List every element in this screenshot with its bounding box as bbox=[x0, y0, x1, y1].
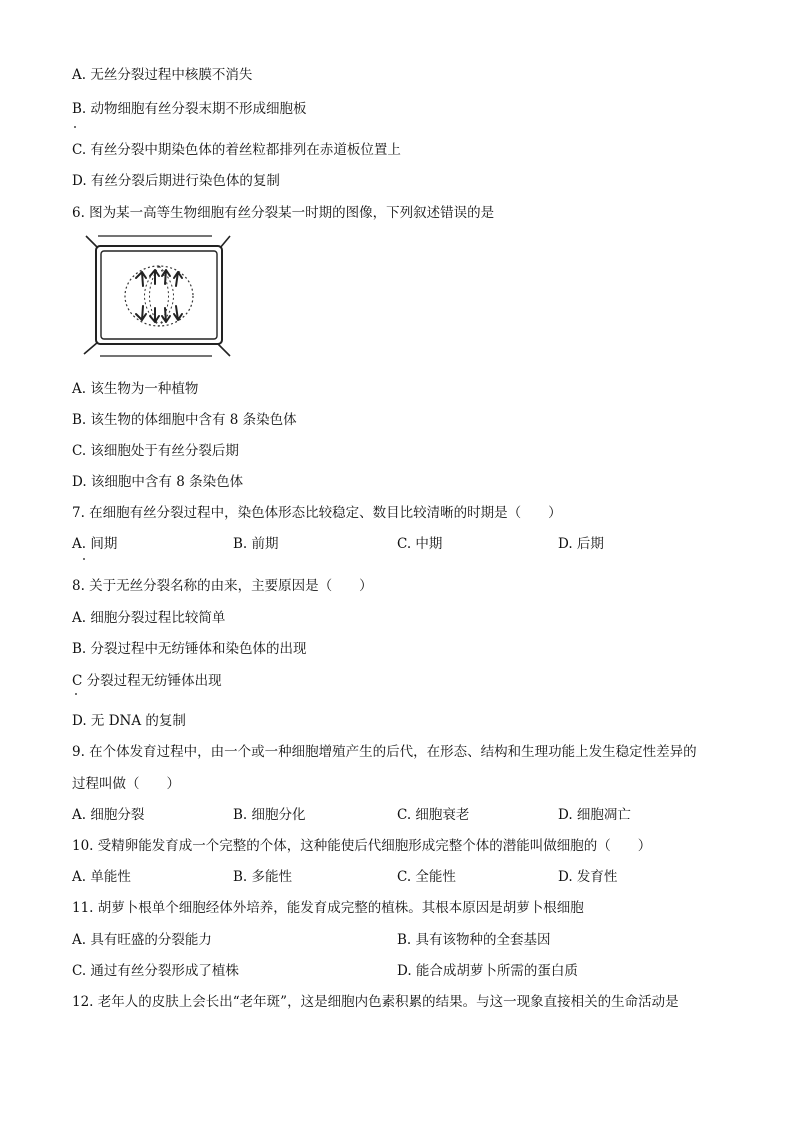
q7-option-a: A. 间期 bbox=[72, 536, 118, 552]
q6-option-b: B. 该生物的体细胞中含有 8 条染色体 bbox=[72, 412, 297, 428]
stray-mark bbox=[83, 558, 85, 560]
q10-option-c: C. 全能性 bbox=[397, 869, 456, 885]
q11-stem: 11. 胡萝卜根单个细胞经体外培养，能发育成完整的植株。其根本原因是胡萝卜根细胞 bbox=[72, 900, 584, 916]
prev-option-a: A. 无丝分裂过程中核膜不消失 bbox=[72, 67, 253, 83]
q9-option-c: C. 细胞衰老 bbox=[397, 807, 470, 823]
prev-option-c: C. 有丝分裂中期染色体的着丝粒都排列在赤道板位置上 bbox=[72, 142, 401, 158]
q9-option-d: D. 细胞凋亡 bbox=[558, 807, 631, 823]
q11-option-a: A. 具有旺盛的分裂能力 bbox=[72, 932, 212, 948]
stray-mark bbox=[75, 693, 77, 695]
q10-option-a: A. 单能性 bbox=[72, 869, 131, 885]
q10-stem: 10. 受精卵能发育成一个完整的个体，这种能使后代细胞形成完整个体的潜能叫做细胞的（ ） bbox=[72, 838, 652, 854]
q7-option-d: D. 后期 bbox=[558, 536, 604, 552]
q7-option-b: B. 前期 bbox=[233, 536, 279, 552]
q9-option-a: A. 细胞分裂 bbox=[72, 807, 145, 823]
q6-option-d: D. 该细胞中含有 8 条染色体 bbox=[72, 474, 244, 490]
q6-stem: 6. 图为某一高等生物细胞有丝分裂某一时期的图像，下列叙述错误的是 bbox=[72, 205, 495, 221]
q9-option-b: B. 细胞分化 bbox=[233, 807, 306, 823]
q11-option-d: D. 能合成胡萝卜所需的蛋白质 bbox=[397, 963, 578, 979]
q8-option-a: A. 细胞分裂过程比较简单 bbox=[72, 610, 226, 626]
q9-stem-line2: 过程叫做（ ） bbox=[72, 776, 180, 792]
q8-stem: 8. 关于无丝分裂名称的由来，主要原因是（ ） bbox=[72, 578, 373, 594]
q10-option-d: D. 发育性 bbox=[558, 869, 618, 885]
q8-option-c: C 分裂过程无纺锤体出现 bbox=[72, 673, 222, 689]
stray-mark bbox=[74, 126, 76, 128]
q12-stem: 12. 老年人的皮肤上会长出“老年斑”，这是细胞内色素积累的结果。与这一现象直接相关的生命活动是 bbox=[72, 994, 679, 1010]
q10-option-b: B. 多能性 bbox=[233, 869, 293, 885]
prev-option-d: D. 有丝分裂后期进行染色体的复制 bbox=[72, 173, 280, 189]
q11-option-b: B. 具有该物种的全套基因 bbox=[397, 932, 551, 948]
q9-stem-line1: 9. 在个体发育过程中，由一个或一种细胞增殖产生的后代，在形态、结构和生理功能上发生稳定性差异的 bbox=[72, 744, 697, 760]
q6-option-a: A. 该生物为一种植物 bbox=[72, 381, 199, 397]
plant-cell-mitosis-diagram-icon bbox=[80, 232, 248, 360]
q7-option-c: C. 中期 bbox=[397, 536, 443, 552]
q6-option-c: C. 该细胞处于有丝分裂后期 bbox=[72, 443, 239, 459]
prev-option-b: B. 动物细胞有丝分裂末期不形成细胞板 bbox=[72, 101, 307, 117]
q8-option-d: D. 无 DNA 的复制 bbox=[72, 713, 186, 729]
q7-stem: 7. 在细胞有丝分裂过程中，染色体形态比较稳定、数目比较清晰的时期是（ ） bbox=[72, 505, 562, 521]
q8-option-b: B. 分裂过程中无纺锤体和染色体的出现 bbox=[72, 641, 307, 657]
q11-option-c: C. 通过有丝分裂形成了植株 bbox=[72, 963, 239, 979]
